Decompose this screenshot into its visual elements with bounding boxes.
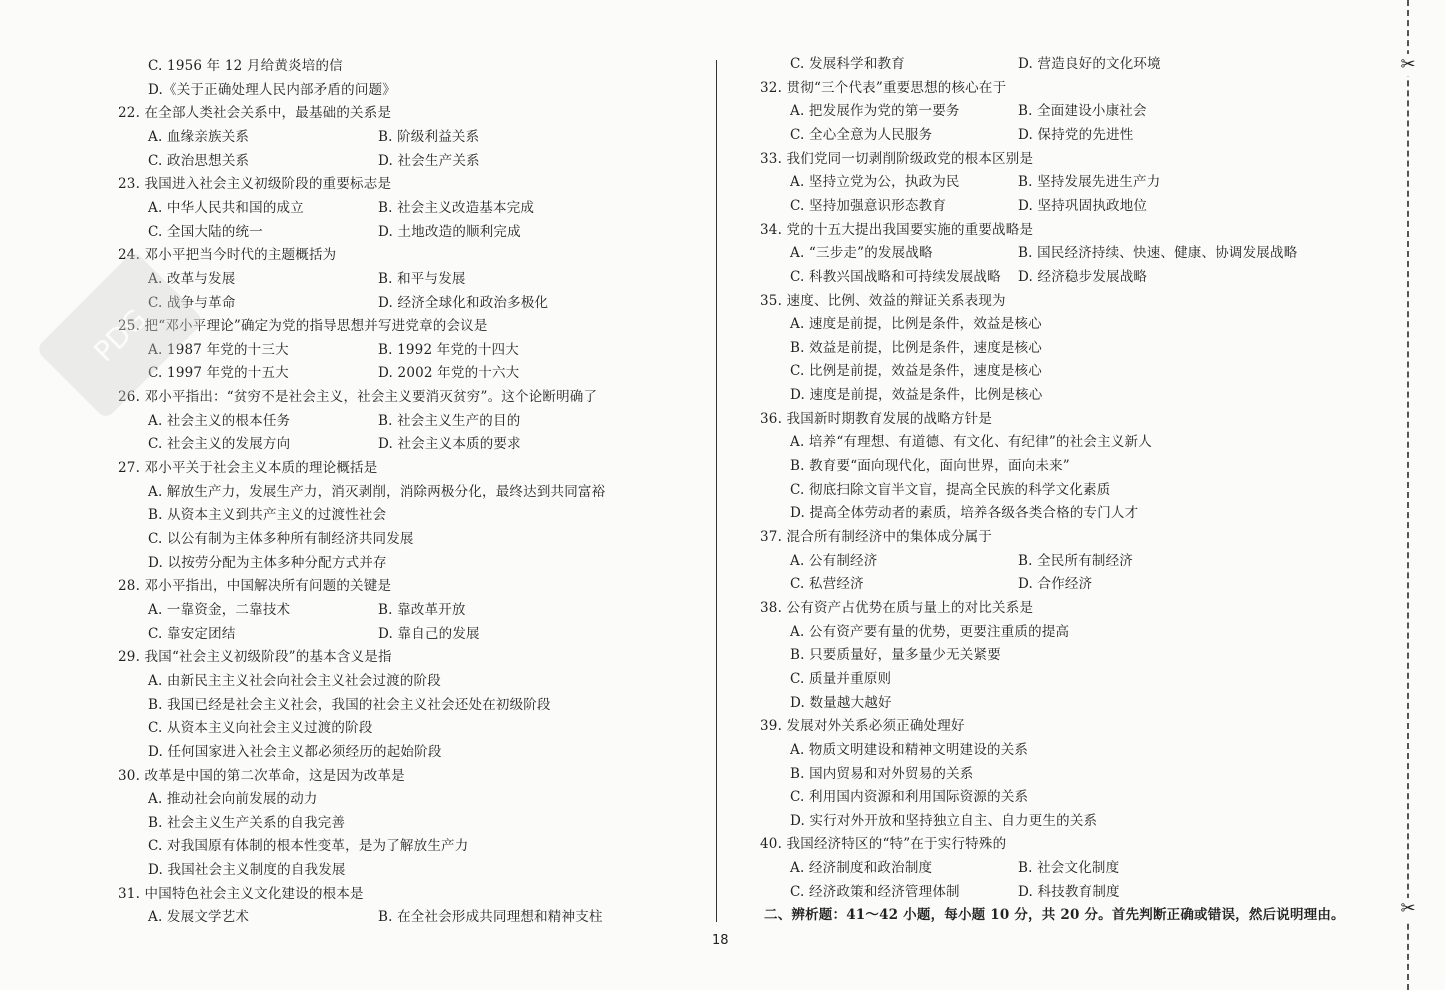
question-stem: 36. 我国新时期教育发展的战略方针是 — [760, 410, 993, 427]
question-stem: 34. 党的十五大提出我国要实施的重要战略是 — [760, 221, 1034, 238]
answer-option: C. 全国大陆的统一 — [148, 223, 263, 240]
answer-option: B. 只要质量好，量多量少无关紧要 — [790, 647, 1001, 664]
question-stem: 27. 邓小平关于社会主义本质的理论概括是 — [118, 460, 378, 477]
answer-option: D. 靠自己的发展 — [378, 625, 480, 642]
answer-option: A. 发展文学艺术 — [148, 909, 250, 926]
answer-option: D. 速度是前提，效益是条件，比例是核心 — [790, 387, 1043, 404]
answer-option: C. 质量并重原则 — [790, 670, 892, 687]
question-stem: 35. 速度、比例、效益的辩证关系表现为 — [760, 292, 1006, 309]
answer-option: A. 培养“有理想、有道德、有文化、有纪律”的社会主义新人 — [790, 434, 1152, 451]
answer-option: A. 速度是前提，比例是条件，效益是核心 — [790, 316, 1042, 333]
answer-option: B. 我国已经是社会主义社会，我国的社会主义社会还处在初级阶段 — [148, 696, 551, 713]
question-stem: 38. 公有资产占优势在质与量上的对比关系是 — [760, 599, 1034, 616]
question-stem: 32. 贯彻“三个代表”重要思想的核心在于 — [760, 79, 1007, 96]
answer-option: D. 科技教育制度 — [1018, 883, 1120, 900]
answer-option: C. 比例是前提，效益是条件，速度是核心 — [790, 363, 1042, 380]
answer-option: C. 靠安定团结 — [148, 625, 236, 642]
answer-option: D. 社会生产关系 — [378, 152, 480, 169]
answer-option: A. 中华人民共和国的成立 — [148, 199, 304, 216]
answer-option: B. 从资本主义到共产主义的过渡性社会 — [148, 507, 387, 524]
answer-option: B. 在全社会形成共同理想和精神支柱 — [378, 909, 603, 926]
answer-option: A. 经济制度和政治制度 — [790, 860, 933, 877]
question-stem: 22. 在全部人类社会关系中，最基础的关系是 — [118, 105, 392, 122]
answer-option: D. 经济稳步发展战略 — [1018, 268, 1148, 285]
answer-option: B. 国内贸易和对外贸易的关系 — [790, 765, 974, 782]
answer-option: C. 全心全意为人民服务 — [790, 126, 933, 143]
section-heading: 二、辨析题：41～42 小题，每小题 10 分，共 20 分。首先判断正确或错误，然后说明理由。 — [764, 907, 1345, 924]
answer-option: B. 靠改革开放 — [378, 601, 466, 618]
answer-option: B. 社会主义改造基本完成 — [378, 199, 535, 216]
answer-option: D. 合作经济 — [1018, 576, 1093, 593]
question-stem: 31. 中国特色社会主义文化建设的根本是 — [118, 885, 364, 902]
answer-option: C. 政治思想关系 — [148, 152, 250, 169]
answer-option: D. 任何国家进入社会主义都必须经历的起始阶段 — [148, 743, 442, 760]
answer-option: C. 经济政策和经济管理体制 — [790, 883, 960, 900]
answer-option: C. 发展科学和教育 — [790, 56, 905, 72]
answer-option: A. 血缘亲族关系 — [148, 128, 250, 145]
answer-option: B. 社会文化制度 — [1018, 860, 1120, 877]
answer-option: A. 由新民主主义社会向社会主义社会过渡的阶段 — [148, 672, 441, 689]
scissors-icon: ✂ — [1397, 54, 1419, 76]
answer-option: C. 坚持加强意识形态教育 — [790, 197, 947, 214]
answer-option: D. 实行对外开放和坚持独立自主、自力更生的关系 — [790, 812, 1098, 829]
answer-option: B. 效益是前提，比例是条件，速度是核心 — [790, 339, 1043, 356]
answer-option: D. 营造良好的文化环境 — [1018, 56, 1161, 72]
question-stem: 39. 发展对外关系必须正确处理好 — [760, 718, 965, 735]
answer-option: D. 数量越大越好 — [790, 694, 892, 711]
answer-option: C. 私营经济 — [790, 576, 864, 593]
pdg-watermark-logo — [20, 245, 220, 425]
answer-option: C. 从资本主义向社会主义过渡的阶段 — [148, 720, 373, 737]
answer-option: C. 彻底扫除文盲半文盲，提高全民族的科学文化素质 — [790, 481, 1111, 498]
answer-option: A. 物质文明建设和精神文明建设的关系 — [790, 741, 1029, 758]
answer-option: A. 推动社会向前发展的动力 — [148, 791, 318, 808]
question-stem: 25. 把“邓小平理论”确定为党的指导思想并写进党章的会议是 — [118, 318, 488, 335]
answer-option: A. 坚持立党为公，执政为民 — [790, 174, 960, 191]
answer-option: D. 土地改造的顺利完成 — [378, 223, 521, 240]
answer-option: C. 对我国原有体制的根本性变革，是为了解放生产力 — [148, 838, 469, 855]
cut-line — [1407, 0, 1409, 990]
answer-option: C. 战争与革命 — [148, 294, 236, 311]
answer-option: C. 1956 年 12 月给黄炎培的信 — [148, 58, 343, 74]
question-stem: 29. 我国“社会主义初级阶段”的基本含义是指 — [118, 649, 392, 666]
answer-option: D. 社会主义本质的要求 — [378, 436, 521, 453]
answer-option: A. 1987 年党的十三大 — [148, 341, 289, 358]
answer-option: B. 国民经济持续、快速、健康、协调发展战略 — [1018, 245, 1298, 262]
answer-option: C. 科教兴国战略和可持续发展战略 — [790, 268, 1001, 285]
answer-option: C. 利用国内资源和利用国际资源的关系 — [790, 789, 1029, 806]
answer-option: A. 把发展作为党的第一要务 — [790, 103, 960, 120]
question-stem: 37. 混合所有制经济中的集体成分属于 — [760, 529, 993, 545]
answer-option: A. 改革与发展 — [148, 270, 236, 287]
answer-option: D. 提高全体劳动者的素质，培养各级各类合格的专门人才 — [790, 505, 1139, 522]
answer-option: A. 一靠资金，二靠技术 — [148, 601, 291, 618]
answer-option: D.《关于正确处理人民内部矛盾的问题》 — [148, 81, 396, 98]
answer-option: B. 阶级利益关系 — [378, 128, 480, 145]
scissors-icon: ✂ — [1397, 898, 1419, 920]
question-stem: 28. 邓小平指出，中国解决所有问题的关键是 — [118, 578, 392, 595]
answer-option: D. 经济全球化和政治多极化 — [378, 294, 549, 311]
answer-option: B. 教育要“面向现代化，面向世界，面向未来” — [790, 458, 1070, 475]
answer-option: A. “三步走”的发展战略 — [790, 245, 933, 262]
answer-option: B. 1992 年党的十四大 — [378, 341, 519, 358]
answer-option: D. 我国社会主义制度的自我发展 — [148, 862, 346, 879]
answer-option: D. 坚持巩固执政地位 — [1018, 197, 1148, 214]
right-column — [720, 0, 1400, 990]
answer-option: B. 社会主义生产关系的自我完善 — [148, 814, 346, 831]
answer-option: D. 2002 年党的十六大 — [378, 365, 520, 382]
left-column — [0, 0, 716, 990]
question-stem: 23. 我国进入社会主义初级阶段的重要标志是 — [118, 176, 392, 193]
answer-option: D. 以按劳分配为主体多种分配方式并存 — [148, 554, 387, 571]
answer-option: B. 和平与发展 — [378, 270, 466, 287]
answer-option: A. 解放生产力，发展生产力，消灭剥削，消除两极分化，最终达到共同富裕 — [148, 483, 606, 500]
question-stem: 30. 改革是中国的第二次革命，这是因为改革是 — [118, 767, 405, 784]
answer-option: C. 社会主义的发展方向 — [148, 436, 291, 453]
svg-text:PDG: PDG — [87, 302, 154, 369]
answer-option: C. 1997 年党的十五大 — [148, 365, 289, 382]
answer-option: B. 坚持发展先进生产力 — [1018, 174, 1161, 191]
answer-option: B. 全民所有制经济 — [1018, 552, 1134, 569]
answer-option: B. 社会主义生产的目的 — [378, 412, 521, 429]
question-stem: 33. 我们党同一切剥削阶级政党的根本区别是 — [760, 150, 1034, 167]
answer-option: D. 保持党的先进性 — [1018, 126, 1134, 143]
answer-option: C. 以公有制为主体多种所有制经济共同发展 — [148, 531, 414, 547]
answer-option: B. 全面建设小康社会 — [1018, 103, 1147, 120]
column-divider — [716, 60, 717, 922]
question-stem: 40. 我国经济特区的“特”在于实行特殊的 — [760, 836, 1007, 853]
question-stem: 26. 邓小平指出：“贫穷不是社会主义，社会主义要消灭贫穷”。这个论断明确了 — [118, 389, 598, 406]
answer-option: A. 公有资产要有量的优势，更要注重质的提高 — [790, 623, 1070, 640]
question-stem: 24. 邓小平把当今时代的主题概括为 — [118, 247, 337, 264]
answer-option: A. 社会主义的根本任务 — [148, 412, 291, 429]
page-number: 18 — [712, 933, 729, 948]
answer-option: A. 公有制经济 — [790, 552, 878, 569]
